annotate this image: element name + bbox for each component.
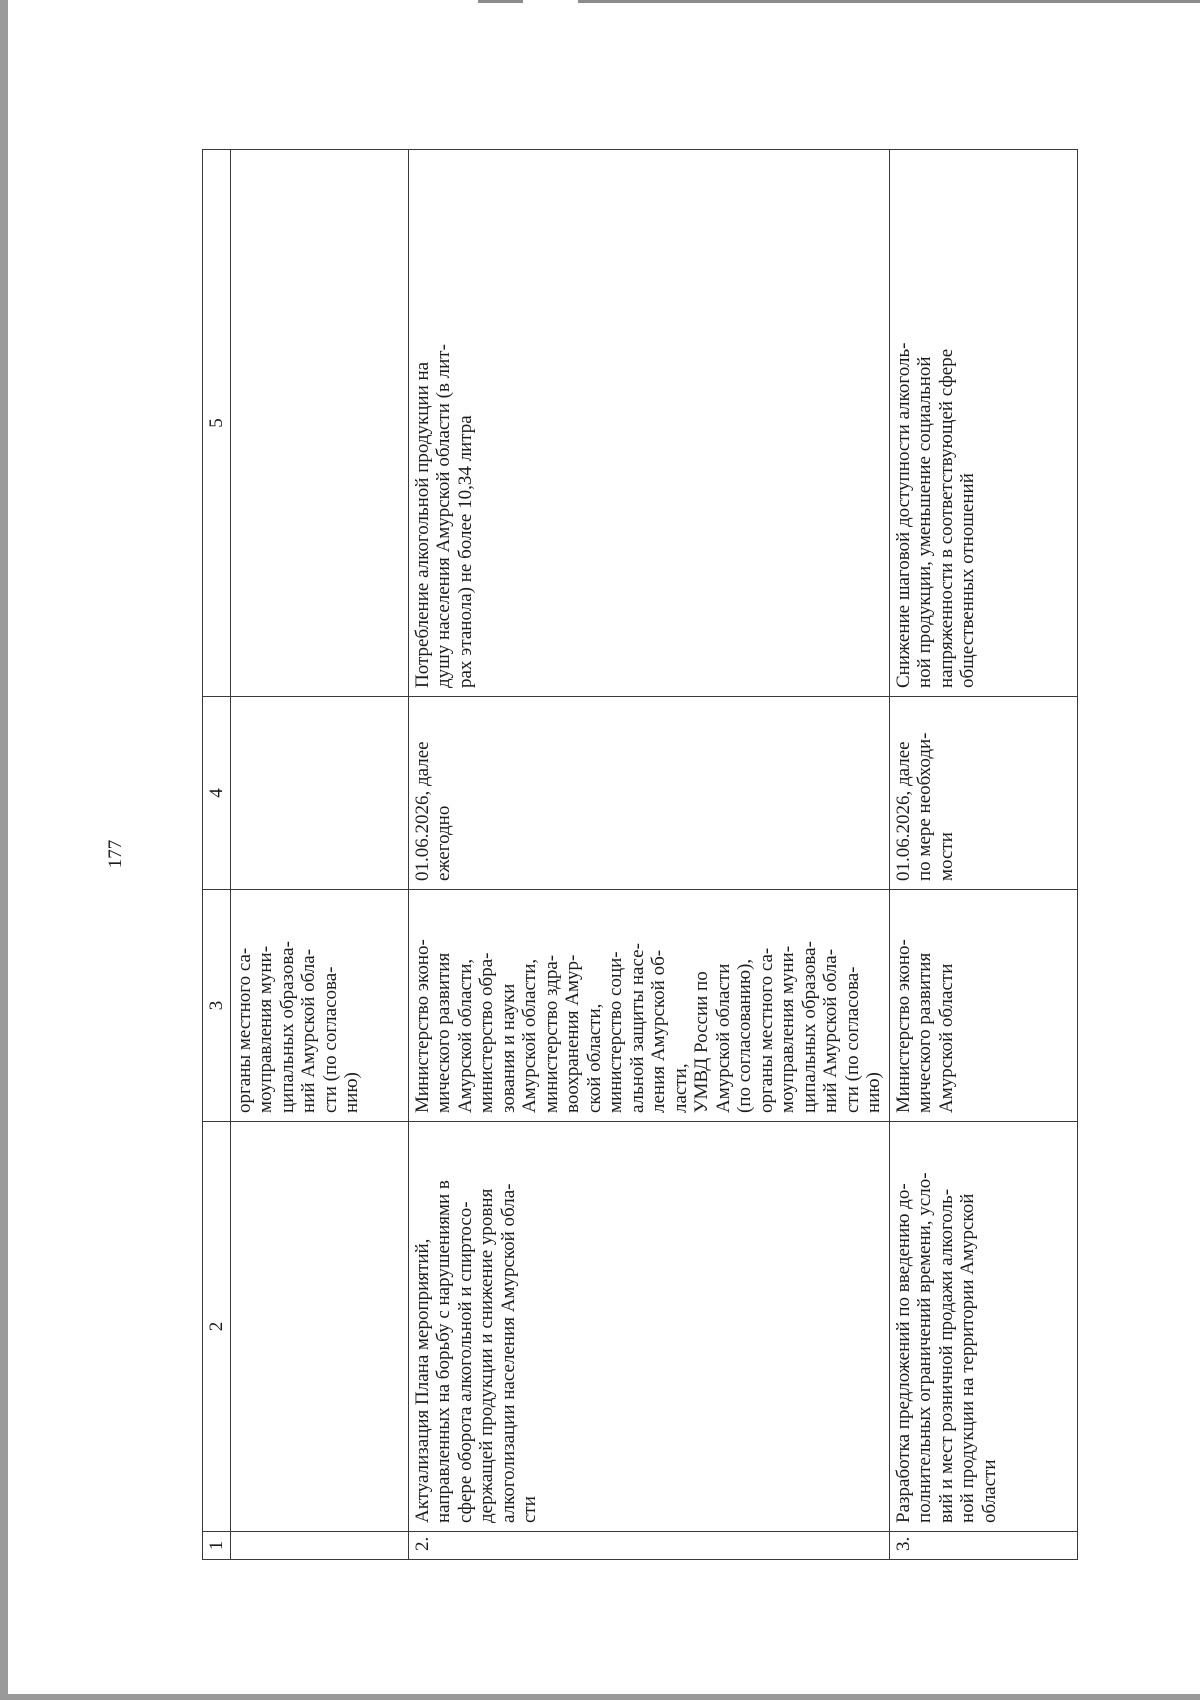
table-row [408, 150, 889, 1560]
table-row [230, 150, 408, 1560]
header-cell-4: 4 [203, 697, 231, 890]
scan-artifact [578, 0, 1200, 3]
executor-cell: органы местного са- моуправления муни- ципальных образова- ний Амурской обла- сти (по согласова- нию) [230, 890, 408, 1122]
document-page [8, 0, 1200, 1694]
deadline-cell: 01.06.2026, далее по мере необходи- мости [889, 697, 1077, 890]
header-cell-5: 5 [203, 150, 231, 697]
measure-cell [230, 1122, 408, 1532]
row-number: 3. [889, 1532, 1077, 1560]
header-cell-1: 1 [203, 1532, 231, 1560]
result-cell: Потребление алкогольной продукции на душу населения Амурской области (в лит- рах этанола) не более 10,34 литра [408, 150, 889, 697]
page-number: 177 [105, 839, 126, 869]
header-cell-3: 3 [203, 890, 231, 1122]
result-cell: Снижение шаговой доступности алкоголь- ной продукции, уменьшение социальной напряженности в соответствующей сфере общественных отношений [889, 150, 1077, 697]
measure-cell: Разработка предложений по введению до- полнительных ограничений времени, усло- вий и мест розничной продажи алкоголь- ной продукции на территории Амурской области [889, 1122, 1077, 1532]
rotated-table-container [202, 150, 1110, 1560]
deadline-cell: 01.06.2026, далее ежегодно [408, 697, 889, 890]
executor-cell: Министерство эконо- мического развития Амурской области [889, 890, 1077, 1122]
header-row [203, 150, 231, 1560]
scan-artifact [478, 0, 523, 3]
row-number: 2. [408, 1532, 889, 1560]
row-number [230, 1532, 408, 1560]
table-row [889, 150, 1077, 1560]
measure-cell: Актуализация Плана мероприятий, направленных на борьбу с нарушениями в сфере оборота алкогольной и спиртосо- держащей продукции и снижение уровня алкоголизации населения Амурской обла- сти [408, 1122, 889, 1532]
measures-table [202, 149, 1078, 1560]
header-cell-2: 2 [203, 1122, 231, 1532]
deadline-cell [230, 697, 408, 890]
executor-cell: Министерство эконо- мического развития Амурской области, министерство обра- зования и науки Амурской области, министерство здра- воохранения Амур- ской области, министерство соци- альной защиты насе- ления Амурской об- ласти, УМВД России по Амурской области (по согласованию), органы местного са- моуправления муни- ципальных образова- ний Амурской обла- сти (по согласова- нию) [408, 890, 889, 1122]
result-cell [230, 150, 408, 697]
